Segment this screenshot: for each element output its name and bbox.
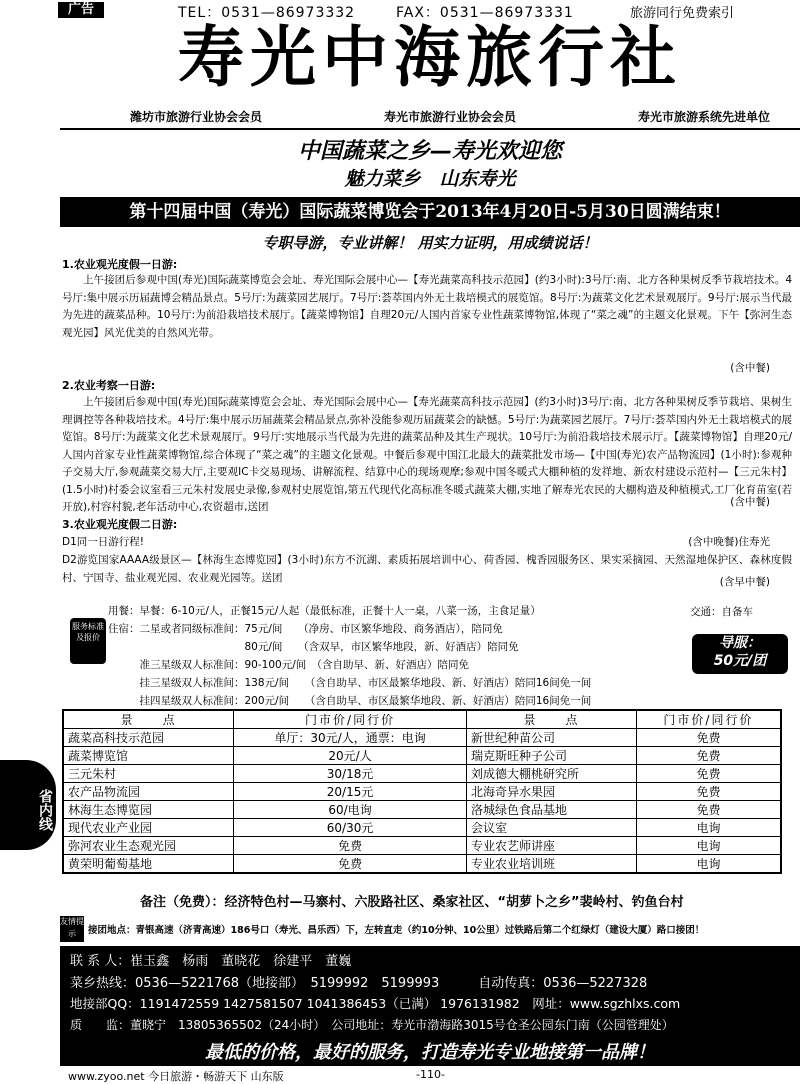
table-cell: 现代农业产业园 bbox=[63, 819, 234, 837]
left-margin bbox=[0, 0, 58, 1083]
membership-line bbox=[130, 108, 770, 125]
expo-banner: 第十四届中国（寿光）国际蔬菜博览会于2013年4月20日-5月30日圆满结束！ bbox=[60, 197, 800, 227]
contact-people: 联 系 人：崔玉鑫 杨雨 董晓花 徐建平 董巍 bbox=[70, 954, 352, 969]
table-cell: 瑞克斯旺种子公司 bbox=[466, 747, 636, 765]
service-slogan: 专职导游，专业讲解！ 用实力证明，用成绩说话！ bbox=[262, 234, 598, 252]
lodging-2: 80元/间 （含双早，市区繁华地段，新、好酒店）陪同免 bbox=[108, 641, 519, 653]
member-1: 潍坊市旅游行业协会会员 bbox=[130, 110, 263, 124]
contact-supervise: 质 监：董晓宁 13805365502（24小时） 公司地址：寿光市渤海路3015号仓圣公园东门南（公园管理处） bbox=[70, 1018, 674, 1032]
table-cell: 60/电询 bbox=[234, 801, 467, 819]
col-header: 景 点 bbox=[63, 710, 234, 729]
tour2-title: 2.农业考察一日游: bbox=[62, 379, 156, 392]
charm-slogan: 魅力菜乡 山东寿光 bbox=[344, 168, 516, 190]
tour3-day2-meal: (含早中餐) bbox=[719, 576, 770, 588]
col-header: 门市价/同行价 bbox=[234, 710, 467, 729]
page-number: -110- bbox=[416, 1068, 445, 1081]
table-cell: 刘成德大棚桃研究所 bbox=[466, 765, 636, 783]
footer-site: www.zyoo.net 今日旅游・畅游天下 山东版 bbox=[68, 1070, 284, 1083]
table-cell: 专业农业培训班 bbox=[466, 855, 636, 874]
tour3-day1: D1同一日游行程! bbox=[62, 536, 144, 548]
table-row bbox=[63, 765, 781, 783]
pricing-badge: 服务标准及报价 bbox=[70, 618, 106, 664]
table-row bbox=[63, 855, 781, 874]
lodging-3: 准三星级双人标准间：90-100元/间 （含自助早、新、好酒店）陪同免 bbox=[108, 659, 469, 671]
final-slogan: 最低的价格，最好的服务，打造寿光专业地接第一品牌！ bbox=[205, 1042, 655, 1063]
table-cell: 三元朱村 bbox=[63, 765, 234, 783]
table-cell: 免费 bbox=[234, 837, 467, 855]
guide-fee-label: 导服： bbox=[719, 635, 761, 651]
tour3-day1-meal: (含中晚餐)住寿光 bbox=[688, 536, 770, 548]
table-cell: 电询 bbox=[636, 855, 781, 874]
header-tel: TEL：0531—86973332 bbox=[178, 5, 356, 21]
table-cell: 免费 bbox=[636, 783, 781, 801]
table-cell: 北海奇异水果园 bbox=[466, 783, 636, 801]
ad-tag: 广告 bbox=[58, 2, 104, 18]
table-header bbox=[63, 710, 781, 729]
divider bbox=[60, 128, 800, 130]
table-cell: 农产品物流园 bbox=[63, 783, 234, 801]
member-3: 寿光市旅游系统先进单位 bbox=[637, 110, 770, 124]
table-cell: 20元/人 bbox=[234, 747, 467, 765]
meal-pricing: 用餐：早餐：6-10元/人，正餐15元/人起（最低标准，正餐十人一桌，八菜一汤，主食足量） bbox=[108, 605, 541, 617]
final-banner bbox=[60, 1040, 800, 1066]
table-cell: 30/18元 bbox=[234, 765, 467, 783]
table-cell: 会议室 bbox=[466, 819, 636, 837]
table-row bbox=[63, 801, 781, 819]
table-cell: 黄荣明葡萄基地 bbox=[63, 855, 234, 874]
tour3-title: 3.农业观光度假二日游: bbox=[62, 518, 178, 531]
lodging-1: 住宿：二星或者同级标准间：75元/间 （净房、市区繁华地段、商务酒店），陪同免 bbox=[108, 623, 503, 635]
tour1-title: 1.农业观光度假一日游: bbox=[62, 258, 178, 271]
table-cell: 新世纪种苗公司 bbox=[466, 729, 636, 747]
table-cell: 电询 bbox=[636, 837, 781, 855]
member-2: 寿光市旅游行业协会会员 bbox=[383, 110, 516, 124]
table-cell: 20/15元 bbox=[234, 783, 467, 801]
table-cell: 专业农艺师讲座 bbox=[466, 837, 636, 855]
col-header: 门市价/同行价 bbox=[636, 710, 781, 729]
table-cell: 免费 bbox=[636, 729, 781, 747]
table-cell: 电询 bbox=[636, 819, 781, 837]
table-cell: 单厅：30元/人，通票：电询 bbox=[234, 729, 467, 747]
lodging-4: 挂三星级双人标准间：138元/间 （含自助早、市区最繁华地段、新、好酒店）陪同16间免一间 bbox=[108, 677, 592, 689]
table-cell: 林海生态博览园 bbox=[63, 801, 234, 819]
header-fax: FAX：0531—86973331 bbox=[396, 5, 574, 21]
transport-note: 交通：自备车 bbox=[690, 606, 753, 618]
side-tab: 省内线 bbox=[0, 760, 56, 850]
tour1-meal: (含中餐) bbox=[730, 362, 770, 374]
col-header: 景 点 bbox=[466, 710, 636, 729]
table-cell: 免费 bbox=[636, 747, 781, 765]
guide-fee-badge bbox=[692, 634, 788, 674]
table-row bbox=[63, 783, 781, 801]
table-cell: 免费 bbox=[234, 855, 467, 874]
agency-name: 寿光中海旅行社 bbox=[178, 18, 682, 96]
attraction-price-table bbox=[62, 709, 782, 874]
table-row bbox=[63, 819, 781, 837]
tour1-text: 上午接团后参观中国(寿光)国际蔬菜博览会会址、寿光国际会展中心—【寿光蔬菜高科技示范园】(约3小时):3号厅:南、北方各种果树反季节栽培技术。4号厅:集中展示历届蔬博会精品景点。5号厅:为蔬菜园艺展厅。7号厅:荟萃国内外无土栽培模式的展览馆。8号厅:为蔬菜文化艺术景观展厅。9号厅:展示当代最为先进的蔬菜品种。10号厅:为前沿栽培技术展厅。【蔬菜博物馆】自理20元/人国内首家专业性蔬菜博物馆,体现了“菜之魂”的主题文化景观。下午【弥河生态观光园】风光优美的自然风光带。 bbox=[62, 274, 792, 339]
tour2-text: 上午接团后参观中国(寿光)国际蔬菜博览会会址、寿光国际会展中心—【寿光蔬菜高科技示范园】(约3小时)3号厅:南、北方各种果树反季节栽培、果树生理调控等各种栽培技术。4号厅:集中展示历届蔬菜会精品景点,弥补没能参观历届蔬菜会的缺憾。5号厅:为蔬菜园艺展厅。7号厅:荟萃国内外无土栽培模式的展览馆。8号厅:为蔬菜文化艺术景观展厅。9号厅:实地展示当代最为先进的蔬菜品种及其生产现状。10号厅:为前沿栽培技术展示厅。【蔬菜博物馆】自理20元/人国内首家专业性蔬菜博物馆,综合体现了“菜之魂”的主题文化景观。中餐后参观中国江北最大的蔬菜批发市场—【中国(寿光)农产品物流园】(1小时):参观种子交易大厅,参观蔬菜交易大厅,主要观IC卡交易现场、讲解流程、结算中心的现场观摩;参观中国冬暖式大棚种植的发祥地、新农村建设示范村—【三元朱村】(1.5小时)村委会议室看三元朱村发展史录像,参观村史展览馆,第五代现代化高标准冬暖式蔬菜大棚,实地了解寿光农民的大棚构造及种植模式,工厂化育苗室(若开放),村容村貌,老年活动中心,农资超市,送团 bbox=[62, 396, 792, 513]
table-cell: 蔬菜高科技示范园 bbox=[63, 729, 234, 747]
welcome-slogan: 中国蔬菜之乡—寿光欢迎您 bbox=[297, 139, 562, 164]
lodging-5: 挂四星级双人标准间：200元/间 （含自助早、市区最繁华地段、新、好酒店）陪同16间免一间 bbox=[108, 695, 592, 707]
contact-hotline: 菜乡热线：0536—5221768（地接部） 5199992 5199993 自动传真：0536—5227328 bbox=[70, 976, 648, 991]
table-row bbox=[63, 729, 781, 747]
table-cell: 免费 bbox=[636, 765, 781, 783]
pickup-directions: 接团地点：青银高速（济青高速）186号口（寿光、昌乐西）下，左转直走（约10分钟、10公里）过铁路后第二个红绿灯（建设大厦）路口接团！ bbox=[88, 925, 705, 936]
contact-qq: 地接部QQ：1191472559 1427581507 1041386453（已满） 1976131982 网址：www.sgzhlxs.com bbox=[70, 996, 681, 1011]
tour3-day2: D2游览国家AAAA级景区—【林海生态博览园】(3小时)东方不沉湖、素质拓展培训中心、荷香园、槐香园服务区、果实采摘园、天然湿地保护区、森林度假村、宁国寺、盐业观光园、农业观光园等。送团 bbox=[62, 554, 792, 584]
footer bbox=[60, 1066, 800, 1083]
tip-badge: 友情提示 bbox=[60, 916, 84, 942]
guide-fee-value: 50元/团 bbox=[713, 653, 767, 669]
table-row bbox=[63, 747, 781, 765]
table-cell: 蔬菜博览馆 bbox=[63, 747, 234, 765]
free-note: 备注（免费）：经济特色村—马寨村、六股路社区、桑家社区、“胡萝卜之乡”裴岭村、钓鱼台村 bbox=[140, 895, 684, 910]
tour2-meal: (含中餐) bbox=[730, 496, 770, 508]
index-tag: 旅游同行免费索引 bbox=[630, 6, 735, 21]
table-cell: 免费 bbox=[636, 801, 781, 819]
table-cell: 弥河农业生态观光园 bbox=[63, 837, 234, 855]
table-row bbox=[63, 837, 781, 855]
table-cell: 60/30元 bbox=[234, 819, 467, 837]
table-cell: 洛城绿色食品基地 bbox=[466, 801, 636, 819]
